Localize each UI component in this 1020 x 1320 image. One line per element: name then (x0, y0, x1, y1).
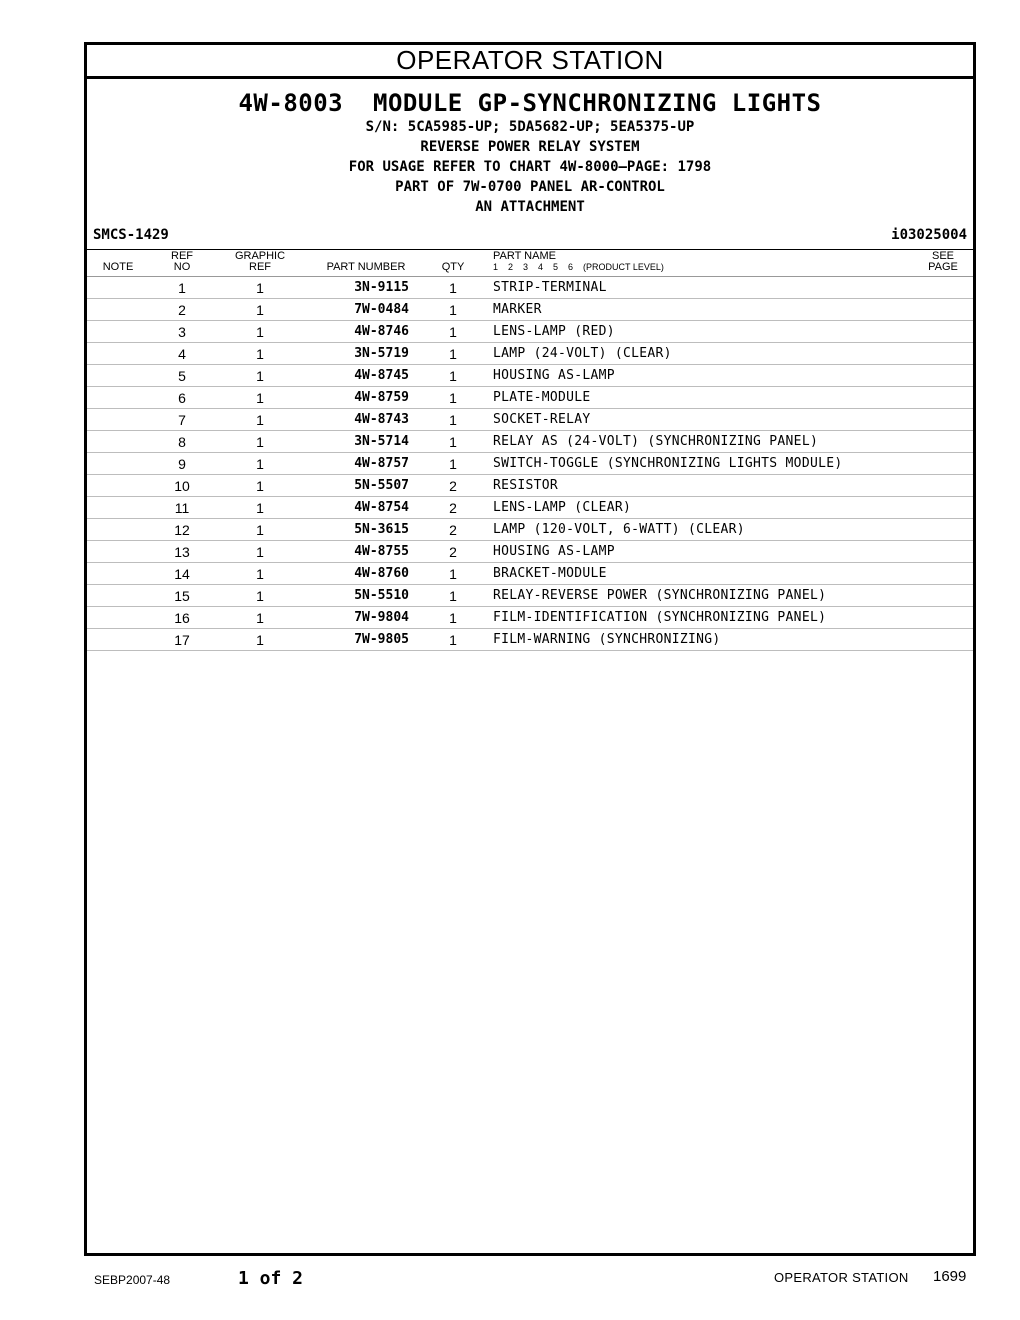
quantity: 1 (449, 610, 457, 626)
graphic-ref: 1 (256, 632, 264, 648)
part-name: LENS-LAMP (RED) (493, 324, 615, 339)
ref-no: 6 (178, 390, 186, 406)
ref-no: 9 (178, 456, 186, 472)
quantity: 1 (449, 368, 457, 384)
part-name: SOCKET-RELAY (493, 412, 591, 427)
part-number: 5N-3615 (354, 522, 409, 537)
quantity: 1 (449, 324, 457, 340)
section-title: OPERATOR STATION (87, 45, 973, 79)
col-part-number: PART NUMBER (326, 261, 406, 273)
usage-line: FOR USAGE REFER TO CHART 4W-8000—PAGE: 1798 (348, 159, 712, 175)
col-note: NOTE (102, 261, 134, 273)
part-number: 4W-8754 (354, 500, 409, 515)
part-name: PLATE-MODULE (493, 390, 591, 405)
graphic-ref: 1 (256, 610, 264, 626)
smcs-code: SMCS-1429 (93, 227, 169, 243)
ref-no: 1 (178, 280, 186, 296)
table-row (87, 299, 973, 321)
table-row (87, 563, 973, 585)
part-name: FILM-IDENTIFICATION (SYNCHRONIZING PANEL) (493, 610, 827, 625)
ref-no: 12 (174, 522, 190, 538)
table-row (87, 629, 973, 651)
part-number: 5N-5507 (354, 478, 409, 493)
illustration-id: i03025004 (891, 227, 967, 243)
part-number: 3N-5719 (354, 346, 409, 361)
ref-no: 5 (178, 368, 186, 384)
ref-no: 11 (174, 500, 190, 516)
table-row (87, 541, 973, 563)
col-qty: QTY (441, 261, 465, 273)
ref-no: 10 (174, 478, 190, 494)
graphic-ref: 1 (256, 456, 264, 472)
part-number: 4W-8757 (354, 456, 409, 471)
col-product-level: 1 2 3 4 5 6 (PRODUCT LEVEL) (493, 262, 664, 272)
graphic-ref: 1 (256, 324, 264, 340)
part-number: 3N-5714 (354, 434, 409, 449)
graphic-ref: 1 (256, 478, 264, 494)
table-row (87, 453, 973, 475)
ref-no: 17 (174, 632, 190, 648)
table-row (87, 343, 973, 365)
document-number: SEBP2007-48 (94, 1273, 171, 1287)
quantity: 2 (449, 478, 457, 494)
part-number: 4W-8745 (354, 368, 409, 383)
part-name: STRIP-TERMINAL (493, 280, 607, 295)
part-number: 4W-8746 (354, 324, 409, 339)
part-number: 4W-8759 (354, 390, 409, 405)
graphic-ref: 1 (256, 412, 264, 428)
part-name: HOUSING AS-LAMP (493, 368, 615, 383)
graphic-ref: 1 (256, 500, 264, 516)
ref-no: 14 (174, 566, 190, 582)
parts-table (87, 249, 973, 651)
part-name: SWITCH-TOGGLE (SYNCHRONIZING LIGHTS MODULE) (493, 456, 843, 471)
graphic-ref: 1 (256, 390, 264, 406)
part-name: BRACKET-MODULE (493, 566, 607, 581)
part-name: HOUSING AS-LAMP (493, 544, 615, 559)
table-row (87, 497, 973, 519)
ref-no: 16 (174, 610, 190, 626)
table-row (87, 409, 973, 431)
ref-no: 7 (178, 412, 186, 428)
col-graphic-top: GRAPHIC (234, 250, 286, 262)
col-see-bottom: PAGE (928, 261, 958, 273)
quantity: 1 (449, 456, 457, 472)
quantity: 2 (449, 500, 457, 516)
graphic-ref: 1 (256, 346, 264, 362)
group-title: 4W-8003 MODULE GP-SYNCHRONIZING LIGHTS (238, 89, 822, 117)
table-row (87, 585, 973, 607)
part-number: 7W-9805 (354, 632, 409, 647)
ref-no: 15 (174, 588, 190, 604)
part-number: 7W-9804 (354, 610, 409, 625)
table-row (87, 321, 973, 343)
part-name: FILM-WARNING (SYNCHRONIZING) (493, 632, 721, 647)
part-of-line: PART OF 7W-0700 PANEL AR-CONTROL (395, 179, 665, 195)
graphic-ref: 1 (256, 566, 264, 582)
part-number: 4W-8755 (354, 544, 409, 559)
quantity: 1 (449, 412, 457, 428)
footer-section: OPERATOR STATION (774, 1270, 909, 1285)
table-row (87, 277, 973, 299)
ref-no: 2 (178, 302, 186, 318)
col-ref-top: REF (171, 250, 193, 262)
part-name: MARKER (493, 302, 542, 317)
graphic-ref: 1 (256, 302, 264, 318)
part-number: 4W-8743 (354, 412, 409, 427)
graphic-ref: 1 (256, 522, 264, 538)
graphic-ref: 1 (256, 280, 264, 296)
quantity: 1 (449, 588, 457, 604)
smcs-row (93, 227, 967, 243)
quantity: 2 (449, 522, 457, 538)
ref-no: 3 (178, 324, 186, 340)
table-header (87, 249, 973, 277)
page-frame (84, 42, 976, 1256)
part-name: RELAY AS (24-VOLT) (SYNCHRONIZING PANEL) (493, 434, 819, 449)
quantity: 1 (449, 390, 457, 406)
part-number: 7W-0484 (354, 302, 409, 317)
quantity: 1 (449, 434, 457, 450)
col-graphic-bottom: REF (249, 261, 271, 273)
table-row (87, 607, 973, 629)
quantity: 2 (449, 544, 457, 560)
table-row (87, 431, 973, 453)
part-name: RESISTOR (493, 478, 559, 493)
part-number: 4W-8760 (354, 566, 409, 581)
page-of: 1 of 2 (238, 1268, 304, 1289)
table-row (87, 475, 973, 497)
table-row (87, 365, 973, 387)
col-part-name: PART NAME (493, 250, 556, 262)
table-body (87, 277, 973, 651)
graphic-ref: 1 (256, 588, 264, 604)
part-name: RELAY-REVERSE POWER (SYNCHRONIZING PANEL) (493, 588, 827, 603)
table-row (87, 387, 973, 409)
quantity: 1 (449, 280, 457, 296)
ref-no: 8 (178, 434, 186, 450)
quantity: 1 (449, 566, 457, 582)
col-see-top: SEE (931, 250, 954, 262)
attachment-line: AN ATTACHMENT (475, 199, 585, 215)
quantity: 1 (449, 346, 457, 362)
graphic-ref: 1 (256, 368, 264, 384)
graphic-ref: 1 (256, 544, 264, 560)
graphic-ref: 1 (256, 434, 264, 450)
serial-numbers: S/N: 5CA5985-UP; 5DA5682-UP; 5EA5375-UP (365, 119, 695, 135)
part-name: LENS-LAMP (CLEAR) (493, 500, 632, 515)
table-row (87, 519, 973, 541)
part-number: 3N-9115 (354, 280, 409, 295)
system-line: REVERSE POWER RELAY SYSTEM (420, 139, 640, 155)
part-name: LAMP (24-VOLT) (CLEAR) (493, 346, 672, 361)
part-number: 5N-5510 (354, 588, 409, 603)
page-footer (0, 1268, 1020, 1292)
part-name: LAMP (120-VOLT, 6-WATT) (CLEAR) (493, 522, 745, 537)
quantity: 1 (449, 632, 457, 648)
ref-no: 4 (178, 346, 186, 362)
quantity: 1 (449, 302, 457, 318)
ref-no: 13 (174, 544, 190, 560)
col-ref-bottom: NO (173, 261, 191, 273)
group-header (87, 89, 973, 217)
page-number: 1699 (933, 1268, 967, 1285)
